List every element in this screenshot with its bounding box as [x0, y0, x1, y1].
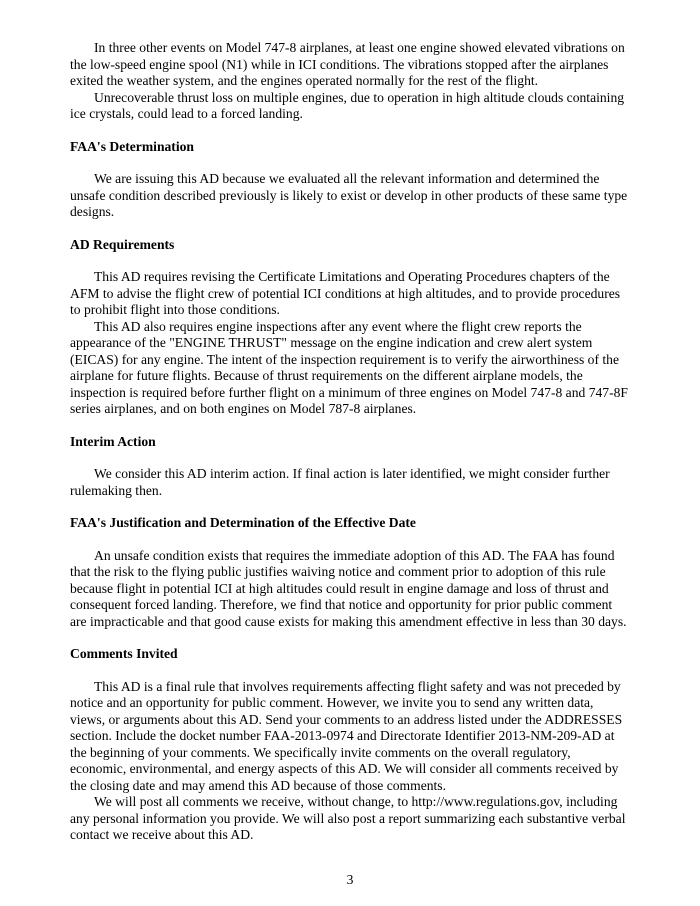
spacer	[70, 155, 630, 171]
spacer	[70, 630, 630, 646]
justification-paragraph: An unsafe condition exists that requires the immediate adoption of this AD. The FAA has found that the risk to the flying public justifies waiving notice and comment prior to adoption of this rule because flight in potential ICI at high altitudes could result in engine damage and loss of thrust and consequent forced landing. Therefore, we find that notice and opportunity for prior public comment are impracticable and that good cause exists for making this amendment effective in less than 30 days.	[70, 547, 627, 629]
section-heading-faa-determination: FAA's Determination	[70, 138, 194, 154]
section-heading-justification: FAA's Justification and Determination of the Effective Date	[70, 515, 416, 530]
spacer	[70, 221, 630, 237]
section-heading-comments-invited: Comments Invited	[70, 646, 178, 661]
spacer	[70, 499, 630, 515]
intro-paragraph-2: Unrecoverable thrust loss on multiple engines, due to operation in high altitude clouds containing ice crystals, could lead to a forced landing.	[70, 89, 625, 121]
section-heading-interim-action: Interim Action	[70, 433, 156, 449]
interim-action-paragraph: We consider this AD interim action. If final action is later identified, we might consider further rulemaking then.	[70, 466, 610, 498]
spacer	[70, 450, 630, 466]
faa-determination-paragraph: We are issuing this AD because we evaluated all the relevant information and determined the unsafe condition described previously is likely to exist or develop in other products of these same type designs.	[70, 171, 628, 219]
ad-requirements-paragraph-2: This AD also requires engine inspections after any event where the flight crew reports the appearance of the "ENGINE THRUST" message on the engine indication and crew alert system (EICAS) for any engine. The intent of the inspection requirement is to verify the airworthiness of the airplane for future flights. Because of thrust requirements on the different airplane models, the inspection is required before further flight on a minimum of three engines on Model 747-8 and 747-8F series airplanes, and on both engines on Model 787-8 airplanes.	[70, 318, 628, 416]
spacer	[70, 418, 630, 434]
spacer	[70, 123, 630, 139]
intro-paragraph-1: In three other events on Model 747-8 airplanes, at least one engine showed elevated vibrations on the low-speed engine spool (N1) while in ICI conditions. The vibrations stopped after the airplanes exited the weather system, and the engines operated normally for the rest of the flight.	[70, 40, 625, 88]
spacer	[70, 663, 630, 679]
page-number: 3	[346, 872, 354, 887]
comments-invited-paragraph-1: This AD is a final rule that involves requirements affecting flight safety and was not preceded by notice and an opportunity for public comment. However, we invite you to send any written data, views, or arguments about this AD. Send your comments to an address listed under the ADDRESSES section. Include the docket number FAA-2013-0974 and Directorate Identifier 2013-NM-209-AD at the beginning of your comments. We specifically invite comments on the overall regulatory, economic, environmental, and energy aspects of this AD. We will consider all comments received by the closing date and may amend this AD because of those comments.	[70, 678, 623, 793]
spacer	[70, 532, 630, 548]
spacer	[70, 253, 630, 269]
comments-invited-paragraph-2: We will post all comments we receive, without change, to http://www.regulations.gov, including any personal information you provide. We will also post a report summarizing each substantive verbal contact we receive about this AD.	[70, 794, 626, 842]
section-heading-ad-requirements: AD Requirements	[70, 236, 175, 252]
ad-requirements-paragraph-1: This AD requires revising the Certificate Limitations and Operating Procedures chapters of the AFM to advise the flight crew of potential ICI conditions at high altitudes, and to provide procedures to prohibit flight into those conditions.	[70, 269, 621, 317]
